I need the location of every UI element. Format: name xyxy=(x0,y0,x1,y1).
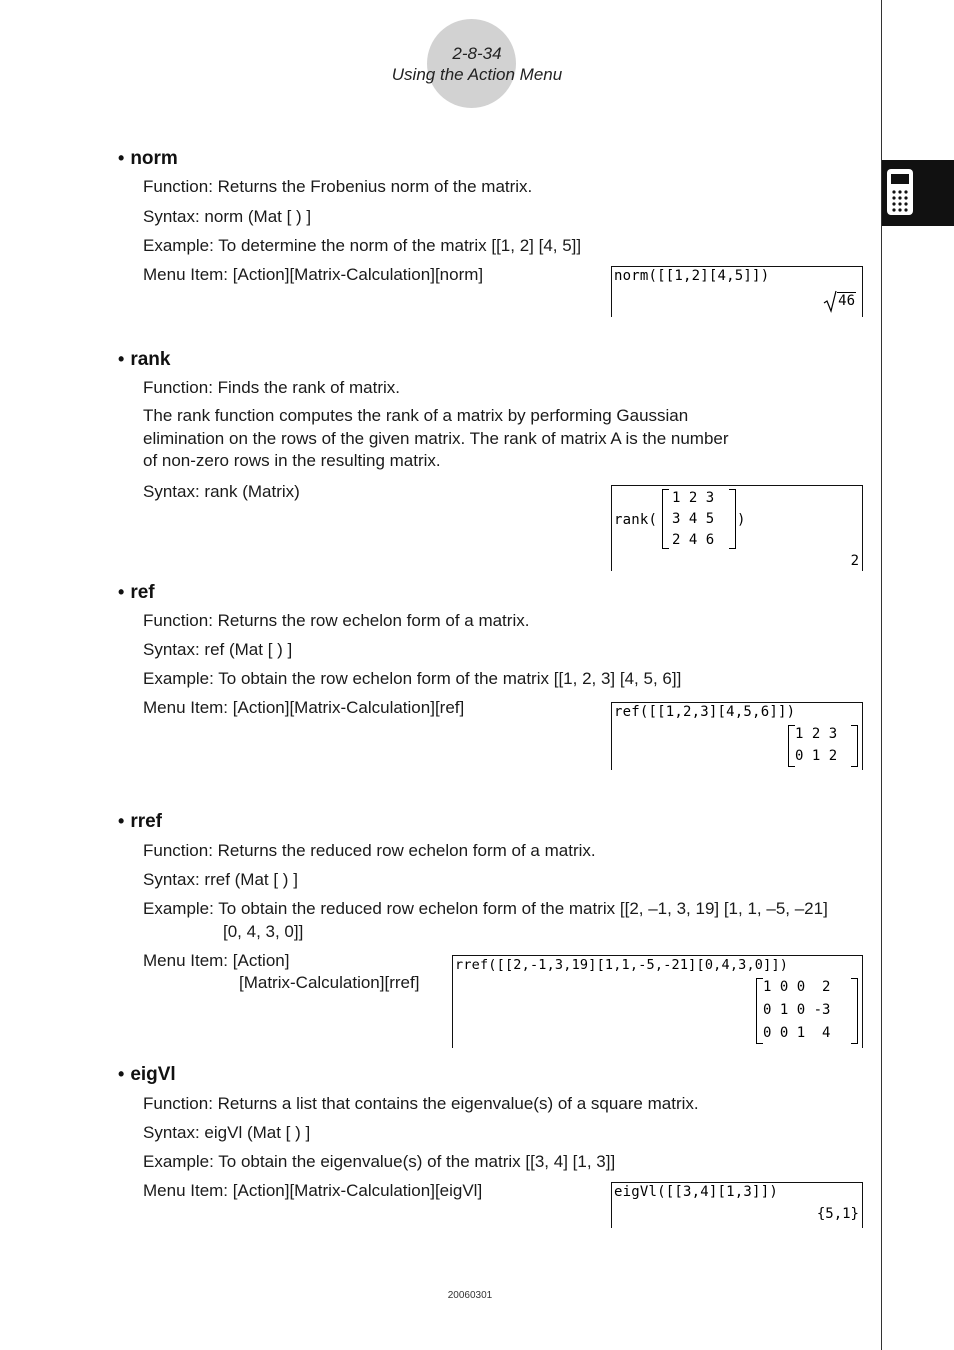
bullet-icon: • xyxy=(118,148,125,168)
bullet-icon: • xyxy=(118,582,125,602)
ref-function: Function: Returns the row echelon form of a matrix. xyxy=(143,611,530,630)
eigvl-screen-output: {5,1} xyxy=(816,1206,859,1222)
rref-example-cont: [0, 4, 3, 0]] xyxy=(223,922,304,941)
footer-code: 20060301 xyxy=(447,1290,493,1301)
ref-menu-item: Menu Item: [Action][Matrix-Calculation][ref] xyxy=(143,698,465,717)
ref-screen xyxy=(611,702,863,770)
rank-syntax: Syntax: rank (Matrix) xyxy=(143,482,300,501)
ref-screen-input: ref([[1,2,3][4,5,6]]) xyxy=(614,704,796,720)
ref-result-matrix xyxy=(788,725,858,767)
rref-menu-item-cont: [Matrix-Calculation][rref] xyxy=(239,973,420,992)
section-heading-rref: • rref xyxy=(118,811,162,832)
rank-screen-suffix: ) xyxy=(737,512,746,528)
matrix-row: 1 2 3 xyxy=(672,490,715,506)
matrix-row: 0 1 0 -3 xyxy=(763,1002,831,1018)
bullet-icon: • xyxy=(118,811,125,831)
rref-result-matrix xyxy=(756,978,858,1044)
rref-screen xyxy=(452,955,863,1048)
section-heading-norm: • norm xyxy=(118,148,178,169)
eigvl-menu-item: Menu Item: [Action][Matrix-Calculation][eigVl] xyxy=(143,1181,483,1200)
section-title: Using the Action Menu xyxy=(391,65,563,84)
rank-screen-prefix: rank( xyxy=(614,512,658,528)
bullet-icon: • xyxy=(118,1064,125,1084)
norm-syntax: Syntax: norm (Mat [ ) ] xyxy=(143,207,312,226)
norm-menu-item: Menu Item: [Action][Matrix-Calculation][norm] xyxy=(143,265,484,284)
rank-screen-output: 2 xyxy=(850,553,859,569)
eigvl-screen xyxy=(611,1182,863,1228)
rref-function: Function: Returns the reduced row echelon form of a matrix. xyxy=(143,841,596,860)
matrix-row: 1 2 3 xyxy=(795,726,838,742)
norm-screen-input: norm([[1,2][4,5]]) xyxy=(614,268,770,284)
rank-function: Function: Finds the rank of matrix. xyxy=(143,378,400,397)
page-number: 2-8-34 xyxy=(452,44,502,63)
matrix-row: 0 1 2 xyxy=(795,748,838,764)
chapter-tab xyxy=(882,160,954,226)
matrix-row: 0 0 1 4 xyxy=(763,1025,831,1041)
section-heading-rank: • rank xyxy=(118,349,171,370)
norm-example: Example: To determine the norm of the matrix [[1, 2] [4, 5]] xyxy=(143,236,582,255)
rref-menu-item: Menu Item: [Action] xyxy=(143,951,290,970)
bullet-icon: • xyxy=(118,349,125,369)
eigvl-example: Example: To obtain the eigenvalue(s) of the matrix [[3, 4] [1, 3]] xyxy=(143,1152,616,1171)
sqrt-icon xyxy=(823,289,837,313)
rref-syntax: Syntax: rref (Mat [ ) ] xyxy=(143,870,298,889)
rref-example: Example: To obtain the reduced row echelon form of the matrix [[2, –1, 3, 19] [1, 1, –5, –21] xyxy=(143,899,828,918)
eigvl-function: Function: Returns a list that contains the eigenvalue(s) of a square matrix. xyxy=(143,1094,699,1113)
norm-function: Function: Returns the Frobenius norm of the matrix. xyxy=(143,177,533,196)
ref-syntax: Syntax: ref (Mat [ ) ] xyxy=(143,640,293,659)
rank-screen xyxy=(611,485,863,571)
norm-screen xyxy=(611,266,863,317)
eigvl-screen-input: eigVl([[3,4][1,3]]) xyxy=(614,1184,778,1200)
ref-example: Example: To obtain the row echelon form of the matrix [[1, 2, 3] [4, 5, 6]] xyxy=(143,669,682,688)
rref-screen-input: rref([[2,-1,3,19][1,1,-5,-21][0,4,3,0]]) xyxy=(455,957,789,973)
section-heading-ref: • ref xyxy=(118,582,155,603)
matrix-row: 1 0 0 2 xyxy=(763,979,831,995)
norm-screen-output: 46 xyxy=(823,289,856,313)
matrix-row: 2 4 6 xyxy=(672,532,715,548)
rank-description: The rank function computes the rank of a matrix by performing Gaussian elimination on the rows of the given matrix. The rank of matrix A is the number of non-zero rows in the resulting matrix. xyxy=(143,406,729,470)
rank-matrix xyxy=(662,489,736,549)
section-heading-eigvl: • eigVl xyxy=(118,1064,176,1085)
eigvl-syntax: Syntax: eigVl (Mat [ ) ] xyxy=(143,1123,311,1142)
matrix-row: 3 4 5 xyxy=(672,511,715,527)
calculator-icon xyxy=(886,168,914,216)
